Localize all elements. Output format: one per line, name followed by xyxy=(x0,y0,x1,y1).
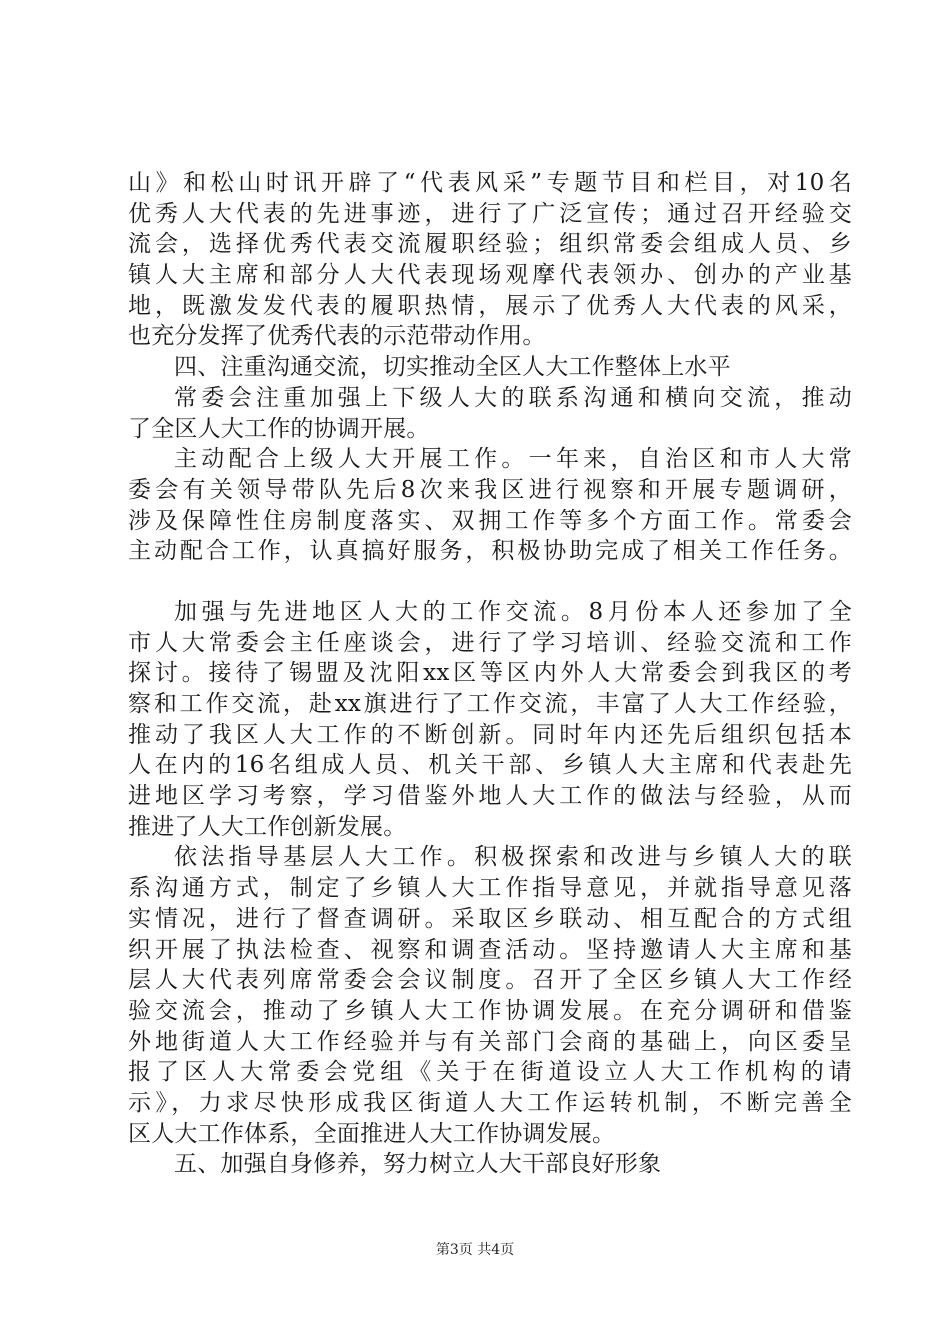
text-line: 依法指导基层人大工作。积极探索和改进与乡镇人大的联 xyxy=(174,844,852,871)
text-line: 实情况，进行了督查调研。采取区乡联动、相互配合的方式组 xyxy=(128,905,852,932)
text-line: 优秀人大代表的先进事迹，进行了广泛宣传；通过召开经验交 xyxy=(128,200,852,227)
text-line: 进地区学习考察，学习借鉴外地人大工作的做法与经验，从而 xyxy=(128,783,852,810)
page-footer: 第3页 共4页 xyxy=(435,1242,515,1258)
section-heading: 五、加强自身修养，努力树立人大干部良好形象 xyxy=(174,1151,662,1178)
text-line: 系沟通方式，制定了乡镇人大工作指导意见，并就指导意见落 xyxy=(128,875,852,902)
text-line: 流会，选择优秀代表交流履职经验；组织常委会组成人员、乡 xyxy=(128,231,852,258)
section-heading: 四、注重沟通交流，切实推动全区人大工作整体上水平 xyxy=(174,354,731,381)
text-line: 验交流会，推动了乡镇人大工作协调发展。在充分调研和借鉴 xyxy=(128,997,852,1024)
text-line: 区人大工作体系，全面推进人大工作协调发展。 xyxy=(128,1120,616,1147)
text-line: 层人大代表列席常委会会议制度。召开了全区乡镇人大工作经 xyxy=(128,967,852,994)
text-line: 织开展了执法检查、视察和调查活动。坚持邀请人大主席和基 xyxy=(128,936,852,963)
text-line: 报了区人大常委会党组《关于在街道设立人大工作机构的请 xyxy=(128,1059,852,1086)
text-line: 人在内的16名组成人员、机关干部、乡镇人大主席和代表赴先 xyxy=(128,752,852,779)
text-line: 察和工作交流，赴xx旗进行了工作交流，丰富了人大工作经验， xyxy=(128,691,852,717)
text-line: 推进了人大工作创新发展。 xyxy=(128,813,407,840)
paragraph-gap xyxy=(128,567,852,597)
text-line: 常委会注重加强上下级人大的联系沟通和横向交流，推动 xyxy=(174,384,852,411)
text-line: 委会有关领导带队先后8次来我区进行视察和开展专题调研， xyxy=(128,476,852,503)
document-body xyxy=(128,168,852,1180)
text-line: 山》和松山时讯开辟了“代表风采”专题节目和栏目，对10名 xyxy=(128,170,852,196)
text-line: 推动了我区人大工作的不断创新。同时年内还先后组织包括本 xyxy=(128,721,852,748)
text-line: 地，既激发发代表的履职热情，展示了优秀人大代表的风采， xyxy=(128,292,852,319)
text-line: 探讨。接待了锡盟及沈阳xx区等区内外人大常委会到我区的考 xyxy=(128,660,852,687)
text-line: 市人大常委会主任座谈会，进行了学习培训、经验交流和工作 xyxy=(128,629,852,656)
text-line: 涉及保障性住房制度落实、双拥工作等多个方面工作。常委会 xyxy=(128,507,852,534)
text-line: 加强与先进地区人大的工作交流。8月份本人还参加了全 xyxy=(174,598,852,625)
text-line: 示》，力求尽快形成我区街道人大工作运转机制，不断完善全 xyxy=(128,1089,852,1116)
text-line: 也充分发挥了优秀代表的示范带动作用。 xyxy=(128,323,546,350)
text-line: 外地街道人大工作经验并与有关部门会商的基础上，向区委呈 xyxy=(128,1028,852,1055)
text-line: 主动配合上级人大开展工作。一年来，自治区和市人大常 xyxy=(174,446,852,473)
text-line: 主动配合工作，认真搞好服务，积极协助完成了相关工作任务。 xyxy=(128,538,852,565)
text-line: 镇人大主席和部分人大代表现场观摩代表领办、创办的产业基 xyxy=(128,262,852,289)
text-line: 了全区人大工作的协调开展。 xyxy=(128,415,430,442)
